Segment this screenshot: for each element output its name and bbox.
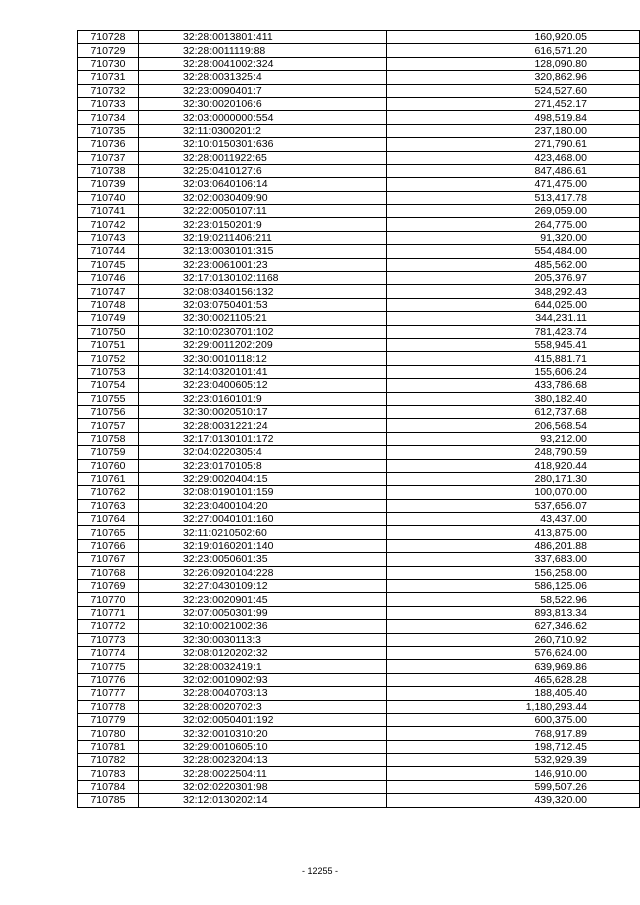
row-id-cell: 710765 [78, 526, 139, 539]
cadastral-number-cell: 32:03:0000000:554 [138, 111, 386, 124]
amount-cell: 537,656.07 [387, 499, 640, 512]
table-row [78, 231, 640, 244]
cadastral-number-cell: 32:28:0020702:3 [138, 700, 386, 713]
cadastral-number-cell: 32:19:0211406:211 [138, 231, 386, 244]
cadastral-number-cell: 32:23:0400104:20 [138, 499, 386, 512]
cadastral-number-cell: 32:28:0011119:88 [138, 44, 386, 57]
table-row [78, 325, 640, 338]
table-row [78, 124, 640, 137]
row-id-cell: 710738 [78, 164, 139, 177]
table-row [78, 151, 640, 164]
cadastral-number-cell: 32:23:0090401:7 [138, 84, 386, 97]
cadastral-number-cell: 32:28:0023204:13 [138, 754, 386, 767]
row-id-cell: 710766 [78, 539, 139, 552]
amount-cell: 91,320.00 [387, 231, 640, 244]
cadastral-number-cell: 32:28:0040703:13 [138, 687, 386, 700]
cadastral-number-cell: 32:11:0300201:2 [138, 124, 386, 137]
table-row [78, 553, 640, 566]
page-number: - 12255 - [301, 866, 339, 876]
table-row [78, 754, 640, 767]
cadastral-number-cell: 32:28:0022504:11 [138, 767, 386, 780]
amount-cell: 237,180.00 [387, 124, 640, 137]
row-id-cell: 710749 [78, 312, 139, 325]
table-row [78, 405, 640, 418]
amount-cell: 471,475.00 [387, 178, 640, 191]
table-row [78, 312, 640, 325]
cadastral-number-cell: 32:30:0020510:17 [138, 405, 386, 418]
amount-cell: 1,180,293.44 [387, 700, 640, 713]
cadastral-number-cell: 32:30:0020106:6 [138, 97, 386, 110]
amount-cell: 423,468.00 [387, 151, 640, 164]
table-row [78, 499, 640, 512]
amount-cell: 155,606.24 [387, 365, 640, 378]
amount-cell: 415,881.71 [387, 352, 640, 365]
cadastral-number-cell: 32:17:0130102:1168 [138, 272, 386, 285]
amount-cell: 612,737.68 [387, 405, 640, 418]
amount-cell: 627,346.62 [387, 620, 640, 633]
cadastral-number-cell: 32:02:0030409:90 [138, 191, 386, 204]
amount-cell: 156,258.00 [387, 566, 640, 579]
row-id-cell: 710778 [78, 700, 139, 713]
table-row [78, 298, 640, 311]
row-id-cell: 710752 [78, 352, 139, 365]
cadastral-number-cell: 32:02:0220301:98 [138, 780, 386, 793]
row-id-cell: 710760 [78, 459, 139, 472]
row-id-cell: 710784 [78, 780, 139, 793]
amount-cell: 893,813.34 [387, 606, 640, 619]
row-id-cell: 710776 [78, 673, 139, 686]
table-row [78, 767, 640, 780]
amount-cell: 160,920.05 [387, 31, 640, 44]
table-row [78, 44, 640, 57]
table-row [78, 713, 640, 726]
row-id-cell: 710785 [78, 794, 139, 807]
table-row [78, 606, 640, 619]
table-row [78, 111, 640, 124]
cadastral-number-cell: 32:23:0150201:9 [138, 218, 386, 231]
amount-cell: 639,969.86 [387, 660, 640, 673]
cadastral-number-cell: 32:29:0020404:15 [138, 472, 386, 485]
table-row [78, 245, 640, 258]
cadastral-number-cell: 32:03:0640106:14 [138, 178, 386, 191]
amount-cell: 43,437.00 [387, 513, 640, 526]
table-row [78, 472, 640, 485]
cadastral-number-cell: 32:26:0920104:228 [138, 566, 386, 579]
cadastral-number-cell: 32:11:0210502:60 [138, 526, 386, 539]
cadastral-number-cell: 32:23:0020901:45 [138, 593, 386, 606]
amount-cell: 344,231.11 [387, 312, 640, 325]
amount-cell: 260,710.92 [387, 633, 640, 646]
row-id-cell: 710773 [78, 633, 139, 646]
row-id-cell: 710768 [78, 566, 139, 579]
cadastral-number-cell: 32:02:0050401:192 [138, 713, 386, 726]
table-row [78, 338, 640, 351]
amount-cell: 558,945.41 [387, 338, 640, 351]
table-row [78, 620, 640, 633]
row-id-cell: 710783 [78, 767, 139, 780]
table-row [78, 178, 640, 191]
row-id-cell: 710755 [78, 392, 139, 405]
cadastral-number-cell: 32:07:0050301:99 [138, 606, 386, 619]
amount-cell: 206,568.54 [387, 419, 640, 432]
row-id-cell: 710735 [78, 124, 139, 137]
cadastral-number-cell: 32:03:0750401:53 [138, 298, 386, 311]
row-id-cell: 710769 [78, 580, 139, 593]
row-id-cell: 710762 [78, 486, 139, 499]
table-row [78, 593, 640, 606]
amount-cell: 781,423.74 [387, 325, 640, 338]
table-row [78, 740, 640, 753]
amount-cell: 380,182.40 [387, 392, 640, 405]
row-id-cell: 710753 [78, 365, 139, 378]
cadastral-number-cell: 32:10:0230701:102 [138, 325, 386, 338]
row-id-cell: 710763 [78, 499, 139, 512]
row-id-cell: 710780 [78, 727, 139, 740]
table-row [78, 566, 640, 579]
table-row [78, 486, 640, 499]
amount-cell: 280,171.30 [387, 472, 640, 485]
amount-cell: 100,070.00 [387, 486, 640, 499]
amount-cell: 58,522.96 [387, 593, 640, 606]
row-id-cell: 710774 [78, 646, 139, 659]
row-id-cell: 710782 [78, 754, 139, 767]
table-row [78, 272, 640, 285]
table-row [78, 285, 640, 298]
table-row [78, 727, 640, 740]
amount-cell: 768,917.89 [387, 727, 640, 740]
cadastral-number-cell: 32:30:0021105:21 [138, 312, 386, 325]
amount-cell: 486,201.88 [387, 539, 640, 552]
amount-cell: 554,484.00 [387, 245, 640, 258]
row-id-cell: 710777 [78, 687, 139, 700]
table-row [78, 84, 640, 97]
table-row [78, 687, 640, 700]
row-id-cell: 710757 [78, 419, 139, 432]
row-id-cell: 710732 [78, 84, 139, 97]
amount-cell: 644,025.00 [387, 298, 640, 311]
row-id-cell: 710746 [78, 272, 139, 285]
row-id-cell: 710771 [78, 606, 139, 619]
row-id-cell: 710745 [78, 258, 139, 271]
cadastral-number-cell: 32:23:0061001:23 [138, 258, 386, 271]
amount-cell: 485,562.00 [387, 258, 640, 271]
amount-cell: 271,790.61 [387, 138, 640, 151]
row-id-cell: 710728 [78, 31, 139, 44]
amount-cell: 600,375.00 [387, 713, 640, 726]
row-id-cell: 710744 [78, 245, 139, 258]
cadastral-number-cell: 32:28:0041002:324 [138, 57, 386, 70]
cadastral-number-cell: 32:23:0050601:35 [138, 553, 386, 566]
cadastral-number-cell: 32:08:0190101:159 [138, 486, 386, 499]
amount-cell: 269,059.00 [387, 205, 640, 218]
cadastral-number-cell: 32:12:0130202:14 [138, 794, 386, 807]
row-id-cell: 710756 [78, 405, 139, 418]
row-id-cell: 710770 [78, 593, 139, 606]
cadastral-number-cell: 32:23:0400605:12 [138, 379, 386, 392]
table-row [78, 633, 640, 646]
cadastral-number-cell: 32:23:0160101:9 [138, 392, 386, 405]
table-row [78, 352, 640, 365]
cadastral-number-cell: 32:28:0011922:65 [138, 151, 386, 164]
cadastral-number-cell: 32:29:0011202:209 [138, 338, 386, 351]
table-row [78, 673, 640, 686]
table-row [78, 258, 640, 271]
row-id-cell: 710764 [78, 513, 139, 526]
row-id-cell: 710742 [78, 218, 139, 231]
amount-cell: 93,212.00 [387, 432, 640, 445]
amount-cell: 532,929.39 [387, 754, 640, 767]
cadastral-number-cell: 32:30:0010118:12 [138, 352, 386, 365]
row-id-cell: 710730 [78, 57, 139, 70]
table-row [78, 539, 640, 552]
amount-cell: 616,571.20 [387, 44, 640, 57]
cadastral-number-cell: 32:28:0013801:411 [138, 31, 386, 44]
cadastral-number-cell: 32:27:0040101:160 [138, 513, 386, 526]
row-id-cell: 710734 [78, 111, 139, 124]
row-id-cell: 710747 [78, 285, 139, 298]
table-row [78, 205, 640, 218]
row-id-cell: 710754 [78, 379, 139, 392]
amount-cell: 248,790.59 [387, 446, 640, 459]
row-id-cell: 710743 [78, 231, 139, 244]
cadastral-number-cell: 32:25:0410127:6 [138, 164, 386, 177]
table-row [78, 191, 640, 204]
cadastral-number-cell: 32:10:0150301:636 [138, 138, 386, 151]
table-row [78, 580, 640, 593]
row-id-cell: 710750 [78, 325, 139, 338]
table-row [78, 794, 640, 807]
cadastral-number-cell: 32:30:0030113:3 [138, 633, 386, 646]
row-id-cell: 710733 [78, 97, 139, 110]
cadastral-number-cell: 32:27:0430109:12 [138, 580, 386, 593]
cadastral-number-cell: 32:28:0032419:1 [138, 660, 386, 673]
row-id-cell: 710748 [78, 298, 139, 311]
amount-cell: 128,090.80 [387, 57, 640, 70]
cadastral-number-cell: 32:28:0031221:24 [138, 419, 386, 432]
amount-cell: 439,320.00 [387, 794, 640, 807]
cadastral-number-cell: 32:10:0021002:36 [138, 620, 386, 633]
amount-cell: 348,292.43 [387, 285, 640, 298]
cadastral-number-cell: 32:29:0010605:10 [138, 740, 386, 753]
table-row [78, 446, 640, 459]
table-row [78, 780, 640, 793]
cadastral-number-cell: 32:28:0031325:4 [138, 71, 386, 84]
amount-cell: 465,628.28 [387, 673, 640, 686]
amount-cell: 524,527.60 [387, 84, 640, 97]
table-row [78, 646, 640, 659]
row-id-cell: 710779 [78, 713, 139, 726]
table-row [78, 97, 640, 110]
amount-cell: 513,417.78 [387, 191, 640, 204]
amount-cell: 599,507.26 [387, 780, 640, 793]
row-id-cell: 710741 [78, 205, 139, 218]
row-id-cell: 710737 [78, 151, 139, 164]
cadastral-number-cell: 32:04:0220305:4 [138, 446, 386, 459]
table-row [78, 365, 640, 378]
row-id-cell: 710736 [78, 138, 139, 151]
table-row [78, 392, 640, 405]
row-id-cell: 710740 [78, 191, 139, 204]
amount-cell: 337,683.00 [387, 553, 640, 566]
row-id-cell: 710761 [78, 472, 139, 485]
amount-cell: 418,920.44 [387, 459, 640, 472]
amount-cell: 264,775.00 [387, 218, 640, 231]
table-row [78, 164, 640, 177]
row-id-cell: 710739 [78, 178, 139, 191]
row-id-cell: 710767 [78, 553, 139, 566]
cadastral-number-cell: 32:02:0010902:93 [138, 673, 386, 686]
cadastral-number-cell: 32:08:0120202:32 [138, 646, 386, 659]
table-row [78, 31, 640, 44]
cadastral-number-cell: 32:17:0130101:172 [138, 432, 386, 445]
amount-cell: 576,624.00 [387, 646, 640, 659]
table-row [78, 660, 640, 673]
cadastral-number-cell: 32:08:0340156:132 [138, 285, 386, 298]
amount-cell: 847,486.61 [387, 164, 640, 177]
table-row [78, 138, 640, 151]
table-row [78, 459, 640, 472]
row-id-cell: 710729 [78, 44, 139, 57]
amount-cell: 188,405.40 [387, 687, 640, 700]
table-row [78, 513, 640, 526]
row-id-cell: 710731 [78, 71, 139, 84]
table-row [78, 71, 640, 84]
amount-cell: 586,125.06 [387, 580, 640, 593]
cadastral-number-cell: 32:19:0160201:140 [138, 539, 386, 552]
amount-cell: 433,786.68 [387, 379, 640, 392]
table-row [78, 419, 640, 432]
amount-cell: 271,452.17 [387, 97, 640, 110]
amount-cell: 198,712.45 [387, 740, 640, 753]
cadastral-number-cell: 32:22:0050107:11 [138, 205, 386, 218]
table-row [78, 379, 640, 392]
table-row [78, 432, 640, 445]
row-id-cell: 710758 [78, 432, 139, 445]
cadastral-number-cell: 32:32:0010310:20 [138, 727, 386, 740]
table-row [78, 57, 640, 70]
cadastral-number-cell: 32:14:0320101:41 [138, 365, 386, 378]
table-body [78, 31, 640, 808]
table-row [78, 218, 640, 231]
table-row [78, 700, 640, 713]
row-id-cell: 710759 [78, 446, 139, 459]
table-row [78, 526, 640, 539]
amount-cell: 498,519.84 [387, 111, 640, 124]
row-id-cell: 710772 [78, 620, 139, 633]
cadastral-number-cell: 32:13:0030101:315 [138, 245, 386, 258]
amount-cell: 146,910.00 [387, 767, 640, 780]
amount-cell: 320,862.96 [387, 71, 640, 84]
data-table [77, 30, 640, 808]
row-id-cell: 710751 [78, 338, 139, 351]
cadastral-number-cell: 32:23:0170105:8 [138, 459, 386, 472]
amount-cell: 205,376.97 [387, 272, 640, 285]
row-id-cell: 710775 [78, 660, 139, 673]
amount-cell: 413,875.00 [387, 526, 640, 539]
row-id-cell: 710781 [78, 740, 139, 753]
